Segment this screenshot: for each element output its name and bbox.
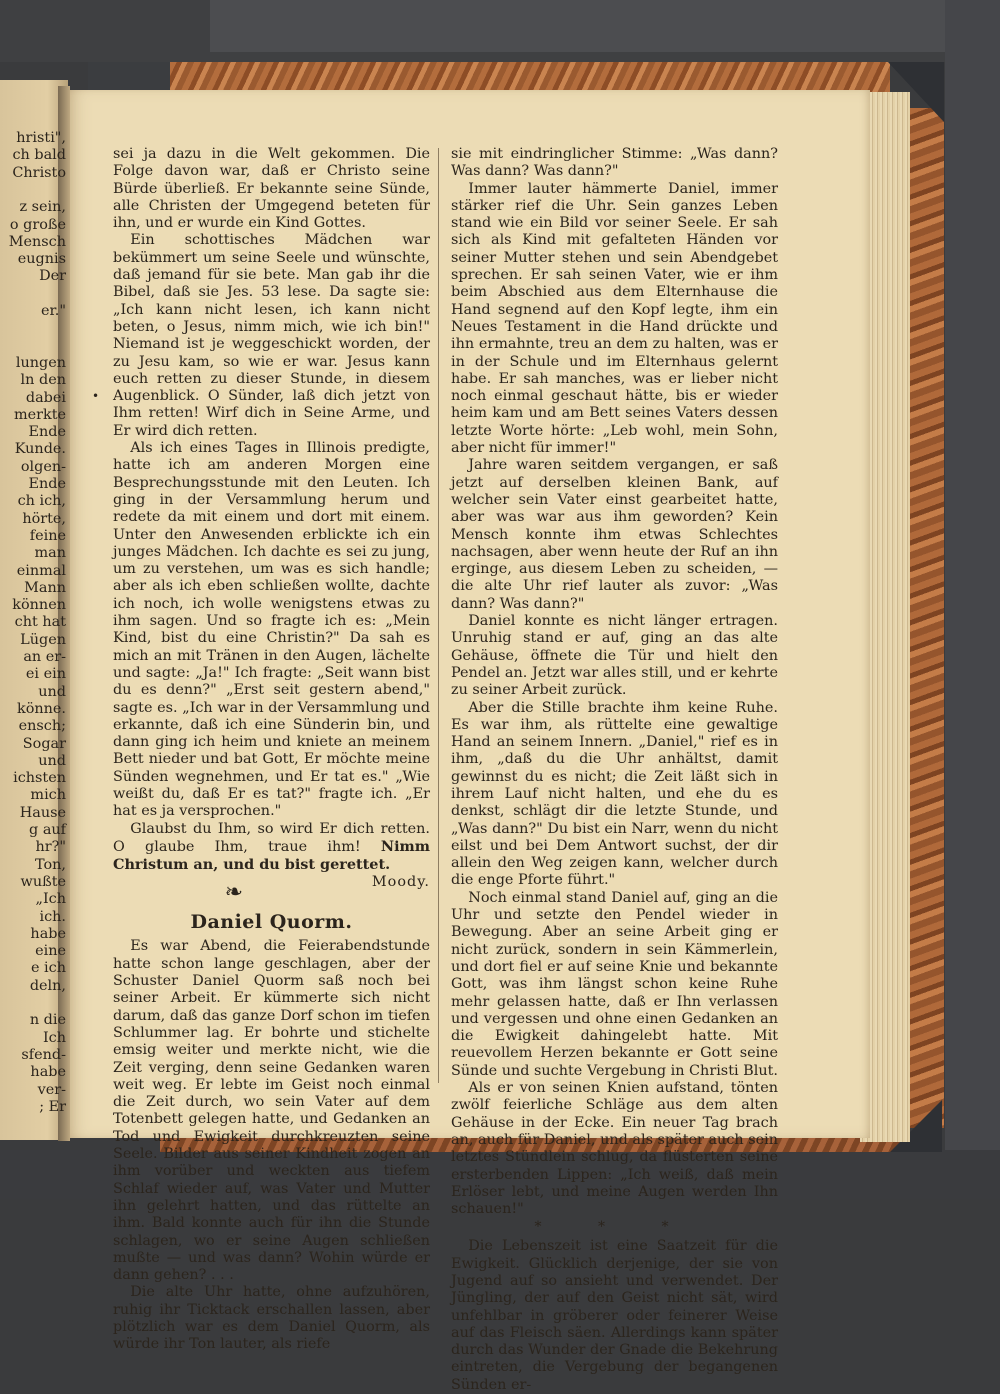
left-page-line: Der	[39, 268, 66, 285]
left-page-line: Ende	[28, 424, 66, 441]
paragraph-conclusion	[113, 820, 430, 891]
book-corner-top-left	[88, 62, 178, 92]
left-page-line: dabei	[25, 389, 66, 406]
left-page-line: könne.	[16, 700, 66, 717]
left-page-line: mich	[30, 787, 66, 804]
left-page-line: an er-	[23, 649, 66, 665]
left-page-line: lungen	[15, 354, 66, 371]
left-page-line: er."	[40, 303, 66, 319]
paragraph: Immer lauter hämmerte Daniel, immer stärker rief die Uhr. Sein ganzes Leben stand wie ein Bild vor seiner Seele. Er sah sich als Kind mit gefalteten Händen vor seiner Mutter stehen und sein Abendgebet sprechen. Er sah seinen Vater, wie er ihm beim Abschied aus dem Elternhause die Hand segnend auf den Kopf legte, ihm ein Neues Testament in die Hand drückte und ihn ermahnte, treu an dem zu halten, was er in der Schule und im Elternhaus gelernt habe. Er sah manches, was er lieber nicht noch einmal geschaut hätte, bis er wieder heim kam und am Bett seines Vaters dessen letzte Worte hörte: „Leb wohl, mein Sohn, aber nicht für immer!"	[451, 180, 778, 457]
text-column-left	[113, 146, 430, 1354]
paragraph: Als er von seinen Knien aufstand, tönten zwölf feierliche Schläge aus dem alten Gehäuse in der Ecke. Ein neuer Tag brach an, auch für Daniel, und als später auch sein letztes Stündlein schlug, da flüsterten seine ersterbenden Lippen: „Ich weiß, daß mein Erlöser lebt, und meine Augen werden Ihn schauen!"	[451, 1080, 778, 1218]
paragraph: Aber die Stille brachte ihm keine Ruhe. Es war ihm, als rüttelte eine gewaltige Hand an seinem Innern. „Daniel," rief es in ihm, „daß du die Uhr anhältst, damit gewinnst du es nicht; die Zeit läßt sich in ihrem Lauf nicht halten, und ehe du es denkst, schlägt dir die letzte Stunde, und „Was dann?" Du bist ein Narr, wenn du nicht eilst und bei Dem Antwort suchst, der dir allein den Weg zeigen kann, welcher durch die enge Pforte führt."	[451, 699, 778, 889]
left-page-line: n die	[29, 1012, 66, 1029]
left-page-line: ch ich,	[17, 493, 66, 510]
paragraph: Als ich eines Tages in Illinois predigte, hatte ich am anderen Morgen eine Besprechungsstunde mit den Leuten. Ich ging in der Versammlung herum und redete da mit einem und dort mit einem. Unter den Anwesenden erblickte ich ein junges Mädchen. Ich dachte es sei zu jung, um zu verstehen, um was es sich handle; aber als ich eben schließen wollte, dachte ich noch, ich wolle wenigstens etwas zu ihm sagen. Und so fragte ich es: „Mein Kind, bist du eine Christin?" Da sah es mich an mit Tränen in den Augen, lächelte und sagte: „Ja!" Ich fragte: „Seit wann bist du es denn?" „Erst seit gestern abend," sagte es. „Ich war in der Versammlung und erkannte, daß ich eine Sünderin bin, und dann ging ich heim und kniete an meinem Bett nieder und bat Gott, Er möchte meine Sünden wegnehmen, und Er tat es." „Wie weißt du, daß Er es tat?" fragte ich. „Er hat es ja versprochen."	[113, 440, 430, 820]
left-page-line: hristi",	[16, 130, 66, 146]
left-page-line: können	[12, 597, 66, 614]
author-signature: Moody.	[371, 874, 430, 891]
left-page-line: man	[34, 545, 66, 562]
left-page-line: deln,	[29, 977, 66, 994]
section-separator: * * *	[534, 1219, 695, 1236]
paragraph-text: Glaubst du Ihm, so wird Er dich retten. O glaube Ihm, traue ihm!	[113, 820, 430, 855]
left-page-line: und	[38, 683, 66, 700]
left-page-line: hr?"	[35, 839, 66, 856]
left-page-line: Hause	[19, 804, 66, 821]
left-page-line: ei ein	[25, 666, 66, 683]
ornament-icon: ❧	[224, 880, 244, 906]
article-title: Daniel Quorm.	[190, 911, 353, 934]
left-page-line: Ich	[42, 1029, 66, 1046]
paragraph: Die Lebenszeit ist eine Saatzeit für die Ewigkeit. Glücklich derjenige, der sie von Jugend auf so ansieht und verwendet. Der Jüngling, der auf den Geist nicht sät, wird unfehlbar in gröberer oder feinerer Weise auf das Fleisch säen. Allerdings kann später durch das Wunder der Gnade die Bekehrung eintreten, die Vergebung der begangenen Sünden er-	[451, 1238, 778, 1393]
left-page-line: Christo	[12, 164, 66, 181]
paragraph: Die alte Uhr hatte, ohne aufzuhören, ruhig ihr Ticktack erschallen lassen, aber plötzlich war es dem Daniel Quorm, als würde ihr Ton lauter, als riefe	[113, 1284, 430, 1353]
left-page-line: Ton,	[35, 856, 66, 873]
text-column-right	[451, 146, 778, 1394]
left-page-line: Mensch	[8, 233, 66, 250]
left-page-line: wußte	[20, 873, 66, 890]
background-right	[945, 0, 1000, 1199]
left-page-line: einmal	[16, 562, 66, 579]
left-page-line: Mann	[24, 579, 66, 596]
left-page-line: g auf	[29, 822, 66, 838]
left-page-line: eugnis	[17, 251, 66, 268]
left-page-line: ch bald	[12, 147, 66, 164]
left-page-line: habe	[30, 925, 66, 942]
left-page-line: Kunde.	[14, 441, 66, 458]
paragraph: sei ja dazu in die Welt gekommen. Die Folge davon war, daß er Christo seine Bürde überließ. Er bekannte seine Sünde, alle Christen der Umgegend beteten für ihn, und er wurde ein Kind Gottes.	[113, 146, 430, 232]
left-page-line: Lügen	[20, 631, 66, 648]
left-page-line: Ende	[28, 476, 66, 492]
paragraph: Es war Abend, die Feierabendstunde hatte schon lange geschlagen, aber der Schuster Daniel Quorm saß noch bei seiner Arbeit. Er kümmerte sich nicht darum, daß das ganze Dorf schon im tiefen Schlummer lag. Er bohrte und stichelte emsig weiter und merkte nicht, wie die Zeit verging, denn seine Gedanken waren weit weg. Er lebte im Geist noch einmal die Zeit durch, wo sein Vater auf dem Totenbett gelegen hatte, und Gedanken an Tod und Ewigkeit durchkreuzten seine Seele. Bilder aus seiner Kindheit zogen an ihm vorüber und weckten aus tiefem Schlaf wieder auf, was Vater und Mutter ihn gelehrt hatten, und das rüttelte an ihm. Bald konnte auch für ihn die Stunde schlagen, wo er seine Augen schließen mußte — und was dann? Wohin würde er dann gehen? . . .	[113, 938, 430, 1284]
left-page-line: eine	[35, 943, 66, 960]
left-page-line: „Ich	[35, 891, 66, 908]
left-page-line: ensch;	[18, 718, 66, 735]
left-page-line: e ich	[30, 960, 66, 977]
left-page-line: habe	[30, 1064, 66, 1081]
left-page-line: olgen-	[20, 458, 66, 475]
left-page-line: o große	[9, 216, 66, 233]
left-page-line: z sein,	[19, 199, 66, 216]
emphasis-text: Nimm Christum an, und du bist gerettet.	[113, 837, 430, 874]
left-page-line: sfend-	[21, 1046, 66, 1063]
left-page-line: merkte	[13, 406, 66, 423]
paragraph: sie mit eindringlicher Stimme: „Was dann? Was dann? Was dann?"	[451, 146, 778, 180]
paragraph: Jahre waren seitdem vergangen, er saß jetzt auf derselben kleinen Bank, auf welcher sein Vater einst gearbeitet hatte, aber was war aus ihm geworden? Kein Mensch konnte ihm etwas Schlechtes nachsagen, aber wenn heute der Ruf an ihn erginge, aus diesem Leben zu scheiden, — die alte Uhr rief lauter als zuvor: „Was dann? Was dann?"	[451, 457, 778, 612]
left-page-line: ich.	[39, 908, 66, 925]
left-page-line: ichsten	[13, 770, 66, 787]
background-strip	[210, 0, 1000, 52]
left-page-line: ver-	[37, 1081, 66, 1098]
book-cover-right-edge	[908, 108, 944, 1128]
left-page-line: Sogar	[22, 735, 66, 752]
left-page-line: ln den	[20, 372, 66, 389]
left-page-line: und	[38, 752, 66, 769]
left-page-line: cht hat	[14, 614, 66, 631]
left-page-line: hörte,	[22, 510, 66, 527]
left-page-line: ; Er	[39, 1098, 66, 1115]
paragraph: Ein schottisches Mädchen war bekümmert um seine Seele und wünschte, daß jemand für sie bete. Man gab ihr die Bibel, daß sie Jes. 53 lese. Da sagte sie: „Ich kann nicht lesen, ich kann nicht beten, o Jesus, nimm mich, wie ich bin!" Niemand ist je weggeschickt worden, der zu Jesu kam, so wie er war. Jesus kann euch retten zu dieser Stunde, in diesem Augenblick. O Sünder, laß dich jetzt von Ihm retten! Wirf dich in Seine Arme, und Er wird dich retten.	[113, 232, 430, 439]
margin-dot: •	[92, 389, 100, 403]
left-page-line: feine	[29, 527, 66, 544]
paragraph: Noch einmal stand Daniel auf, ging an die Uhr und setzte den Pendel wieder in Bewegung. Aber an seine Arbeit ging er nicht zurück, sondern in sein Kämmerlein, und dort fiel er auf seine Knie und bekannte Gott, was ihm längst schon keine Ruhe mehr gelassen hatte, daß er Ihn verlassen und vergessen und ohne einen Gedanken an die Ewigkeit dahingelebt hatte. Mit reuevollem Herzen bekannte er Gott seine Sünde und suchte Vergebung in Christi Blut.	[451, 889, 778, 1079]
paragraph: Daniel konnte es nicht länger ertragen. Unruhig stand er auf, ging an das alte Gehäuse, öffnete die Tür und hielt den Pendel an. Jetzt war alles still, und er kehrte zu seiner Arbeit zurück.	[451, 613, 778, 699]
column-divider	[438, 148, 439, 1083]
